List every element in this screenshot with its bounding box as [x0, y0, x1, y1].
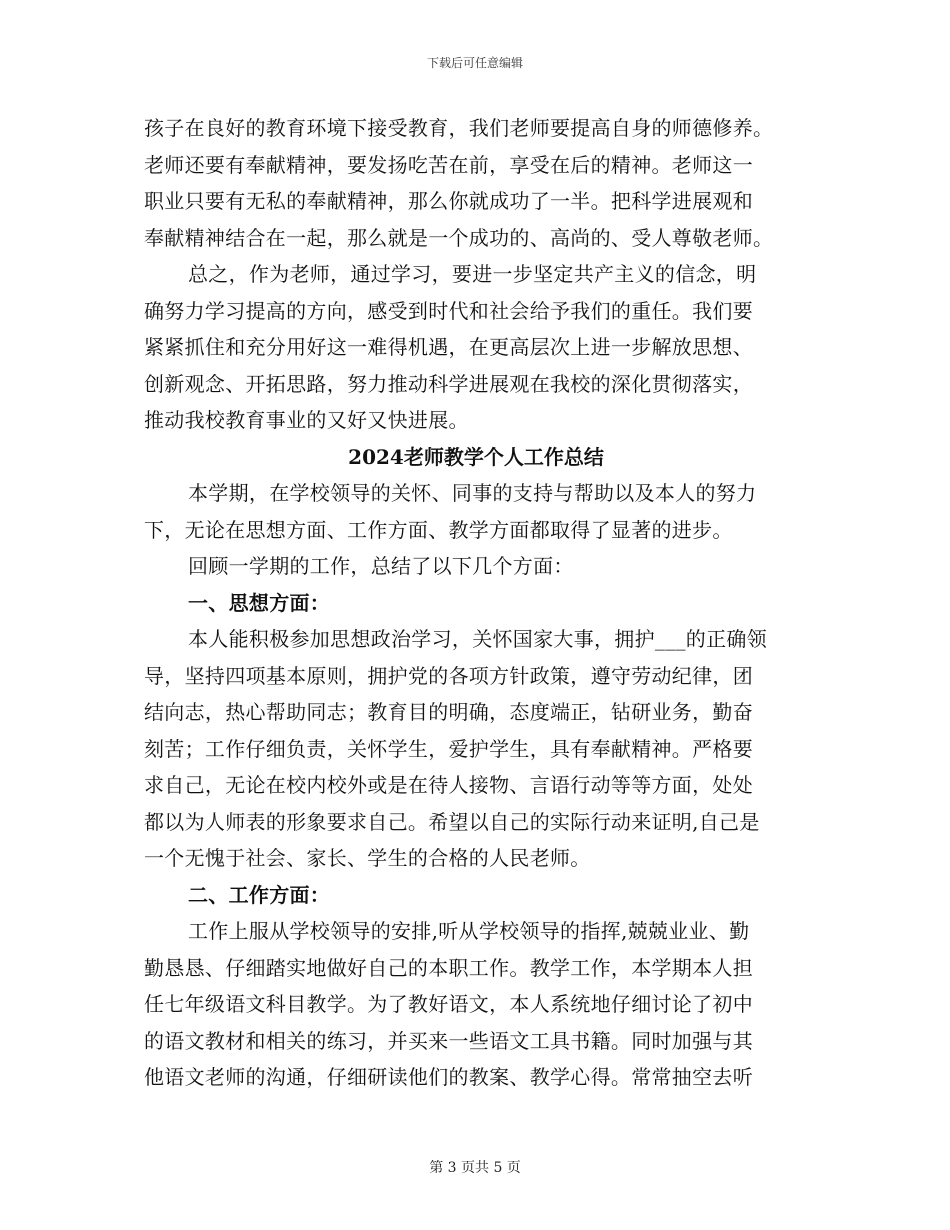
heading-work	[144, 877, 808, 914]
paragraph-work	[144, 913, 808, 1096]
text-line: 紧紧抓住和充分用好这一难得机遇，在更高层次上进一步解放思想、	[144, 335, 753, 359]
text-line: 老师还要有奉献精神，要发扬吃苦在前，享受在后的精神。老师这一	[144, 152, 753, 177]
section-heading: 二、工作方面：	[188, 882, 331, 907]
text-line: 确努力学习提高的方向，感受到时代和社会给予我们的重任。我们要	[144, 298, 753, 323]
text-line: 都以为人师表的形象要求自己。希望以自己的实际行动来证明,自己是	[144, 809, 760, 834]
text-line: 的语文教材和相关的练习，并买来一些语文工具书籍。同时加强与其	[144, 1028, 753, 1053]
paragraph-summary	[144, 256, 808, 439]
document-body	[144, 110, 808, 1096]
text-line: 创新观念、开拓思路，努力推动科学进展观在我校的深化贯彻落实，	[144, 371, 753, 396]
text-line: 回顾一学期的工作，总结了以下几个方面：	[188, 554, 574, 578]
paragraph-thought	[144, 621, 808, 877]
heading-thought	[144, 585, 808, 622]
text-line: 推动我校教育事业的又好又快进展。	[144, 408, 469, 432]
text-line: 导，坚持四项基本原则，拥护党的各项方针政策，遵守劳动纪律，团	[144, 663, 753, 688]
text-line: 奉献精神结合在一起，那么就是一个成功的、高尚的、受人尊敬老师。	[144, 225, 774, 250]
text-line: 求自己，无论在校内校外或是在待人接物、言语行动等等方面，处处	[144, 773, 753, 797]
text-line: 总之，作为老师，通过学习，要进一步坚定共产主义的信念，明	[188, 262, 757, 286]
paragraph-review	[144, 548, 808, 585]
text-line: 刻苦；工作仔细负责，关怀学生，爱护学生，具有奉献精神。严格要	[144, 736, 753, 761]
text-line: 结向志，热心帮助同志；教育目的明确，态度端正，钻研业务，勤奋	[144, 700, 753, 724]
text-line: 下，无论在思想方面、工作方面、教学方面都取得了显著的进步。	[144, 517, 733, 542]
section-title: 2024老师教学个人工作总结	[348, 444, 604, 469]
text-line: 职业只要有无私的奉献精神，那么你就成功了一半。把科学进展观和	[144, 189, 753, 213]
text-line: 一个无愧于社会、家长、学生的合格的人民老师。	[144, 846, 591, 870]
section-heading: 一、思想方面：	[188, 590, 331, 615]
paragraph-intro	[144, 475, 808, 548]
text-line: 任七年级语文科目教学。为了教好语文，本人系统地仔细讨论了初中	[144, 992, 753, 1016]
text-line: 本学期，在学校领导的关怀、同事的支持与帮助以及本人的努力	[188, 481, 757, 505]
text-line: 孩子在良好的教育环境下接受教育，我们老师要提高自身的师德修养。	[144, 116, 774, 140]
text-line: 本人能积极参加思想政治学习，关怀国家大事，拥护___的正确领	[188, 627, 767, 651]
paragraph-continuation	[144, 110, 808, 256]
header-note: 下载后可任意编辑	[426, 56, 523, 70]
text-line: 他语文老师的沟通，仔细研读他们的教案、教学心得。常常抽空去听	[144, 1065, 753, 1089]
page-number: 第 3 页共 5 页	[429, 1160, 521, 1176]
text-line: 工作上服从学校领导的安排,听从学校领导的指挥,兢兢业业、勤	[188, 919, 750, 943]
text-line: 勤恳恳、仔细踏实地做好自己的本职工作。教学工作，本学期本人担	[144, 955, 753, 980]
